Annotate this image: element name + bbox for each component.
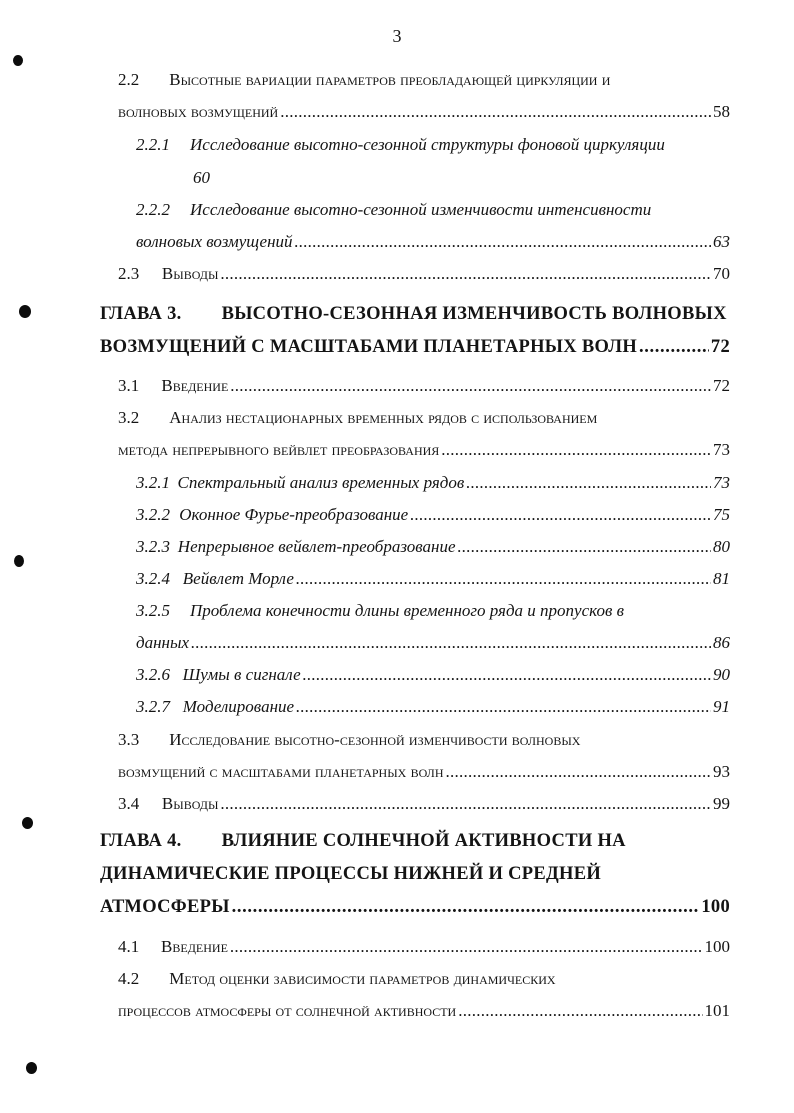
- chapter-title: ВЛИЯНИЕ СОЛНЕЧНОЙ АКТИВНОСТИ НА: [221, 831, 626, 851]
- toc-title: Анализ нестационарных временных рядов с использованием: [169, 408, 598, 427]
- toc-title: Моделирование: [182, 697, 295, 716]
- toc-entry-2-3: [118, 264, 730, 284]
- binder-hole: [13, 55, 23, 66]
- toc-entry-2-2: [118, 102, 730, 122]
- toc-chapter-4: [100, 897, 730, 918]
- toc-number: 3.2: [118, 408, 140, 427]
- toc-chapter-4-line1: [100, 831, 626, 852]
- toc-entry-3-2-3: [136, 537, 730, 557]
- toc-page: 81: [713, 569, 730, 588]
- toc-page: 75: [713, 505, 730, 524]
- toc-number: 3.2.6: [136, 665, 170, 684]
- dot-leader: [639, 337, 709, 358]
- toc-title: Исследование высотно-сезонной изменчивости волновых: [169, 730, 581, 749]
- toc-title: процессов атмосферы от солнечной активности: [118, 1001, 457, 1020]
- toc-number: 3.2.5: [136, 601, 170, 620]
- dot-leader: [466, 473, 711, 493]
- dot-leader: [280, 102, 711, 122]
- toc-page: 60: [193, 168, 210, 187]
- toc-number: 3.2.7: [136, 697, 170, 716]
- toc-number: 3.2.1: [136, 473, 170, 492]
- toc-entry-3-2-6: [136, 665, 730, 685]
- dot-leader: [230, 376, 711, 396]
- toc-page: 91: [713, 697, 730, 716]
- chapter-number: ГЛАВА 4.: [100, 831, 182, 851]
- dot-leader: [220, 264, 711, 284]
- toc-number: 3.2.3: [136, 537, 170, 556]
- dot-leader: [303, 665, 711, 685]
- toc-page: 99: [713, 794, 730, 813]
- dot-leader: [445, 762, 711, 782]
- toc-number: 3.1: [118, 376, 140, 395]
- toc-entry-3-3: [118, 762, 730, 782]
- toc-title: Введение: [161, 937, 228, 956]
- dot-leader: [441, 440, 711, 460]
- toc-entry-4-2-line1: [118, 969, 556, 989]
- toc-entry-3-3-line1: [118, 730, 580, 750]
- toc-entry-3-2-1: [136, 473, 730, 493]
- toc-page: 63: [713, 232, 730, 251]
- binder-hole: [22, 817, 33, 829]
- toc-entry-3-1: [118, 376, 730, 396]
- dot-leader: [296, 569, 711, 589]
- toc-title: Высотные вариации параметров преобладающей циркуляции и: [169, 70, 611, 89]
- toc-title: Проблема конечности длины временного ряда и пропусков в: [190, 601, 624, 620]
- toc-chapter-3-line1: [100, 304, 727, 325]
- chapter-title: ВЫСОТНО-СЕЗОННАЯ ИЗМЕНЧИВОСТЬ ВОЛНОВЫХ: [221, 304, 727, 324]
- chapter-number: ГЛАВА 3.: [100, 304, 182, 324]
- toc-page: 73: [713, 440, 730, 459]
- toc-page: 86: [713, 633, 730, 652]
- dot-leader: [458, 1001, 702, 1021]
- dot-leader: [410, 505, 711, 525]
- toc-title: возмущений с масштабами планетарных волн: [118, 762, 444, 781]
- toc-chapter-4-line2: [100, 864, 601, 885]
- chapter-title: АТМОСФЕРЫ: [100, 897, 230, 917]
- toc-title: Выводы: [161, 264, 219, 283]
- toc-entry-4-1: [118, 937, 730, 957]
- toc-page: 72: [713, 376, 730, 395]
- toc-page: 90: [713, 665, 730, 684]
- dot-leader: [457, 537, 711, 557]
- toc-page: 73: [713, 473, 730, 492]
- dot-leader: [232, 897, 700, 918]
- toc-page: 80: [713, 537, 730, 556]
- toc-number: 3.2.4: [136, 569, 170, 588]
- toc-entry-3-4: [118, 794, 730, 814]
- toc-title: Введение: [161, 376, 229, 395]
- dot-leader: [191, 633, 711, 653]
- toc-chapter-3: [100, 337, 730, 358]
- toc-entry-2-2-line1: [118, 70, 610, 90]
- binder-hole: [26, 1062, 37, 1074]
- toc-entry-3-2: [118, 440, 730, 460]
- toc-title: волновых возмущений: [118, 102, 279, 121]
- toc-entry-3-2-7: [136, 697, 730, 717]
- chapter-title: ДИНАМИЧЕСКИЕ ПРОЦЕССЫ НИЖНЕЙ И СРЕДНЕЙ: [100, 864, 602, 884]
- toc-title: Исследование высотно-сезонной структуры фоновой циркуляции: [190, 135, 665, 154]
- toc-number: 3.3: [118, 730, 140, 749]
- toc-number: 2.2.2: [136, 200, 170, 219]
- toc-entry-2-2-1-page: [193, 168, 210, 188]
- toc-title: метода непрерывного вейвлет преобразования: [118, 440, 440, 459]
- toc-entry-3-2-5: [136, 633, 730, 653]
- dot-leader: [296, 697, 711, 717]
- toc-page: 58: [713, 102, 730, 121]
- toc-entry-2-2-1-line1: [136, 135, 665, 155]
- toc-number: 4.1: [118, 937, 140, 956]
- toc-title: Спектральный анализ временных рядов: [177, 473, 465, 492]
- toc-page: 101: [704, 1001, 730, 1020]
- dot-leader: [230, 937, 703, 957]
- toc-page: 72: [710, 337, 730, 357]
- toc-number: 2.2: [118, 70, 140, 89]
- toc-title: данных: [136, 633, 190, 652]
- dot-leader: [295, 232, 711, 252]
- toc-title: Непрерывное вейвлет-преобразование: [177, 537, 456, 556]
- toc-page: 93: [713, 762, 730, 781]
- dot-leader: [220, 794, 711, 814]
- toc-number: 4.2: [118, 969, 140, 988]
- toc-title: Выводы: [161, 794, 219, 813]
- toc-page: 70: [713, 264, 730, 283]
- toc-title: Оконное Фурье-преобразование: [179, 505, 409, 524]
- toc-entry-2-2-2: [136, 232, 730, 252]
- toc-entry-2-2-2-line1: [136, 200, 651, 220]
- toc-number: 3.2.2: [136, 505, 170, 524]
- toc-page: 100: [701, 897, 730, 917]
- toc-title: Вейвлет Морле: [182, 569, 294, 588]
- toc-title: Шумы в сигнале: [182, 665, 301, 684]
- toc-entry-4-2: [118, 1001, 730, 1021]
- toc-entry-3-2-2: [136, 505, 730, 525]
- toc-page: 100: [704, 937, 730, 956]
- toc-number: 3.4: [118, 794, 140, 813]
- toc-number: 2.2.1: [136, 135, 170, 154]
- binder-hole: [19, 305, 31, 318]
- toc-entry-3-2-5-line1: [136, 601, 624, 621]
- toc-entry-3-2-4: [136, 569, 730, 589]
- toc-title: Исследование высотно-сезонной изменчивости интенсивности: [190, 200, 652, 219]
- page-number: 3: [392, 26, 402, 46]
- chapter-title: ВОЗМУЩЕНИЙ С МАСШТАБАМИ ПЛАНЕТАРНЫХ ВОЛН: [100, 337, 638, 357]
- toc-number: 2.3: [118, 264, 140, 283]
- toc-title: волновых возмущений: [136, 232, 293, 251]
- toc-entry-3-2-line1: [118, 408, 597, 428]
- toc-title: Метод оценки зависимости параметров динамических: [169, 969, 556, 988]
- binder-hole: [14, 555, 24, 567]
